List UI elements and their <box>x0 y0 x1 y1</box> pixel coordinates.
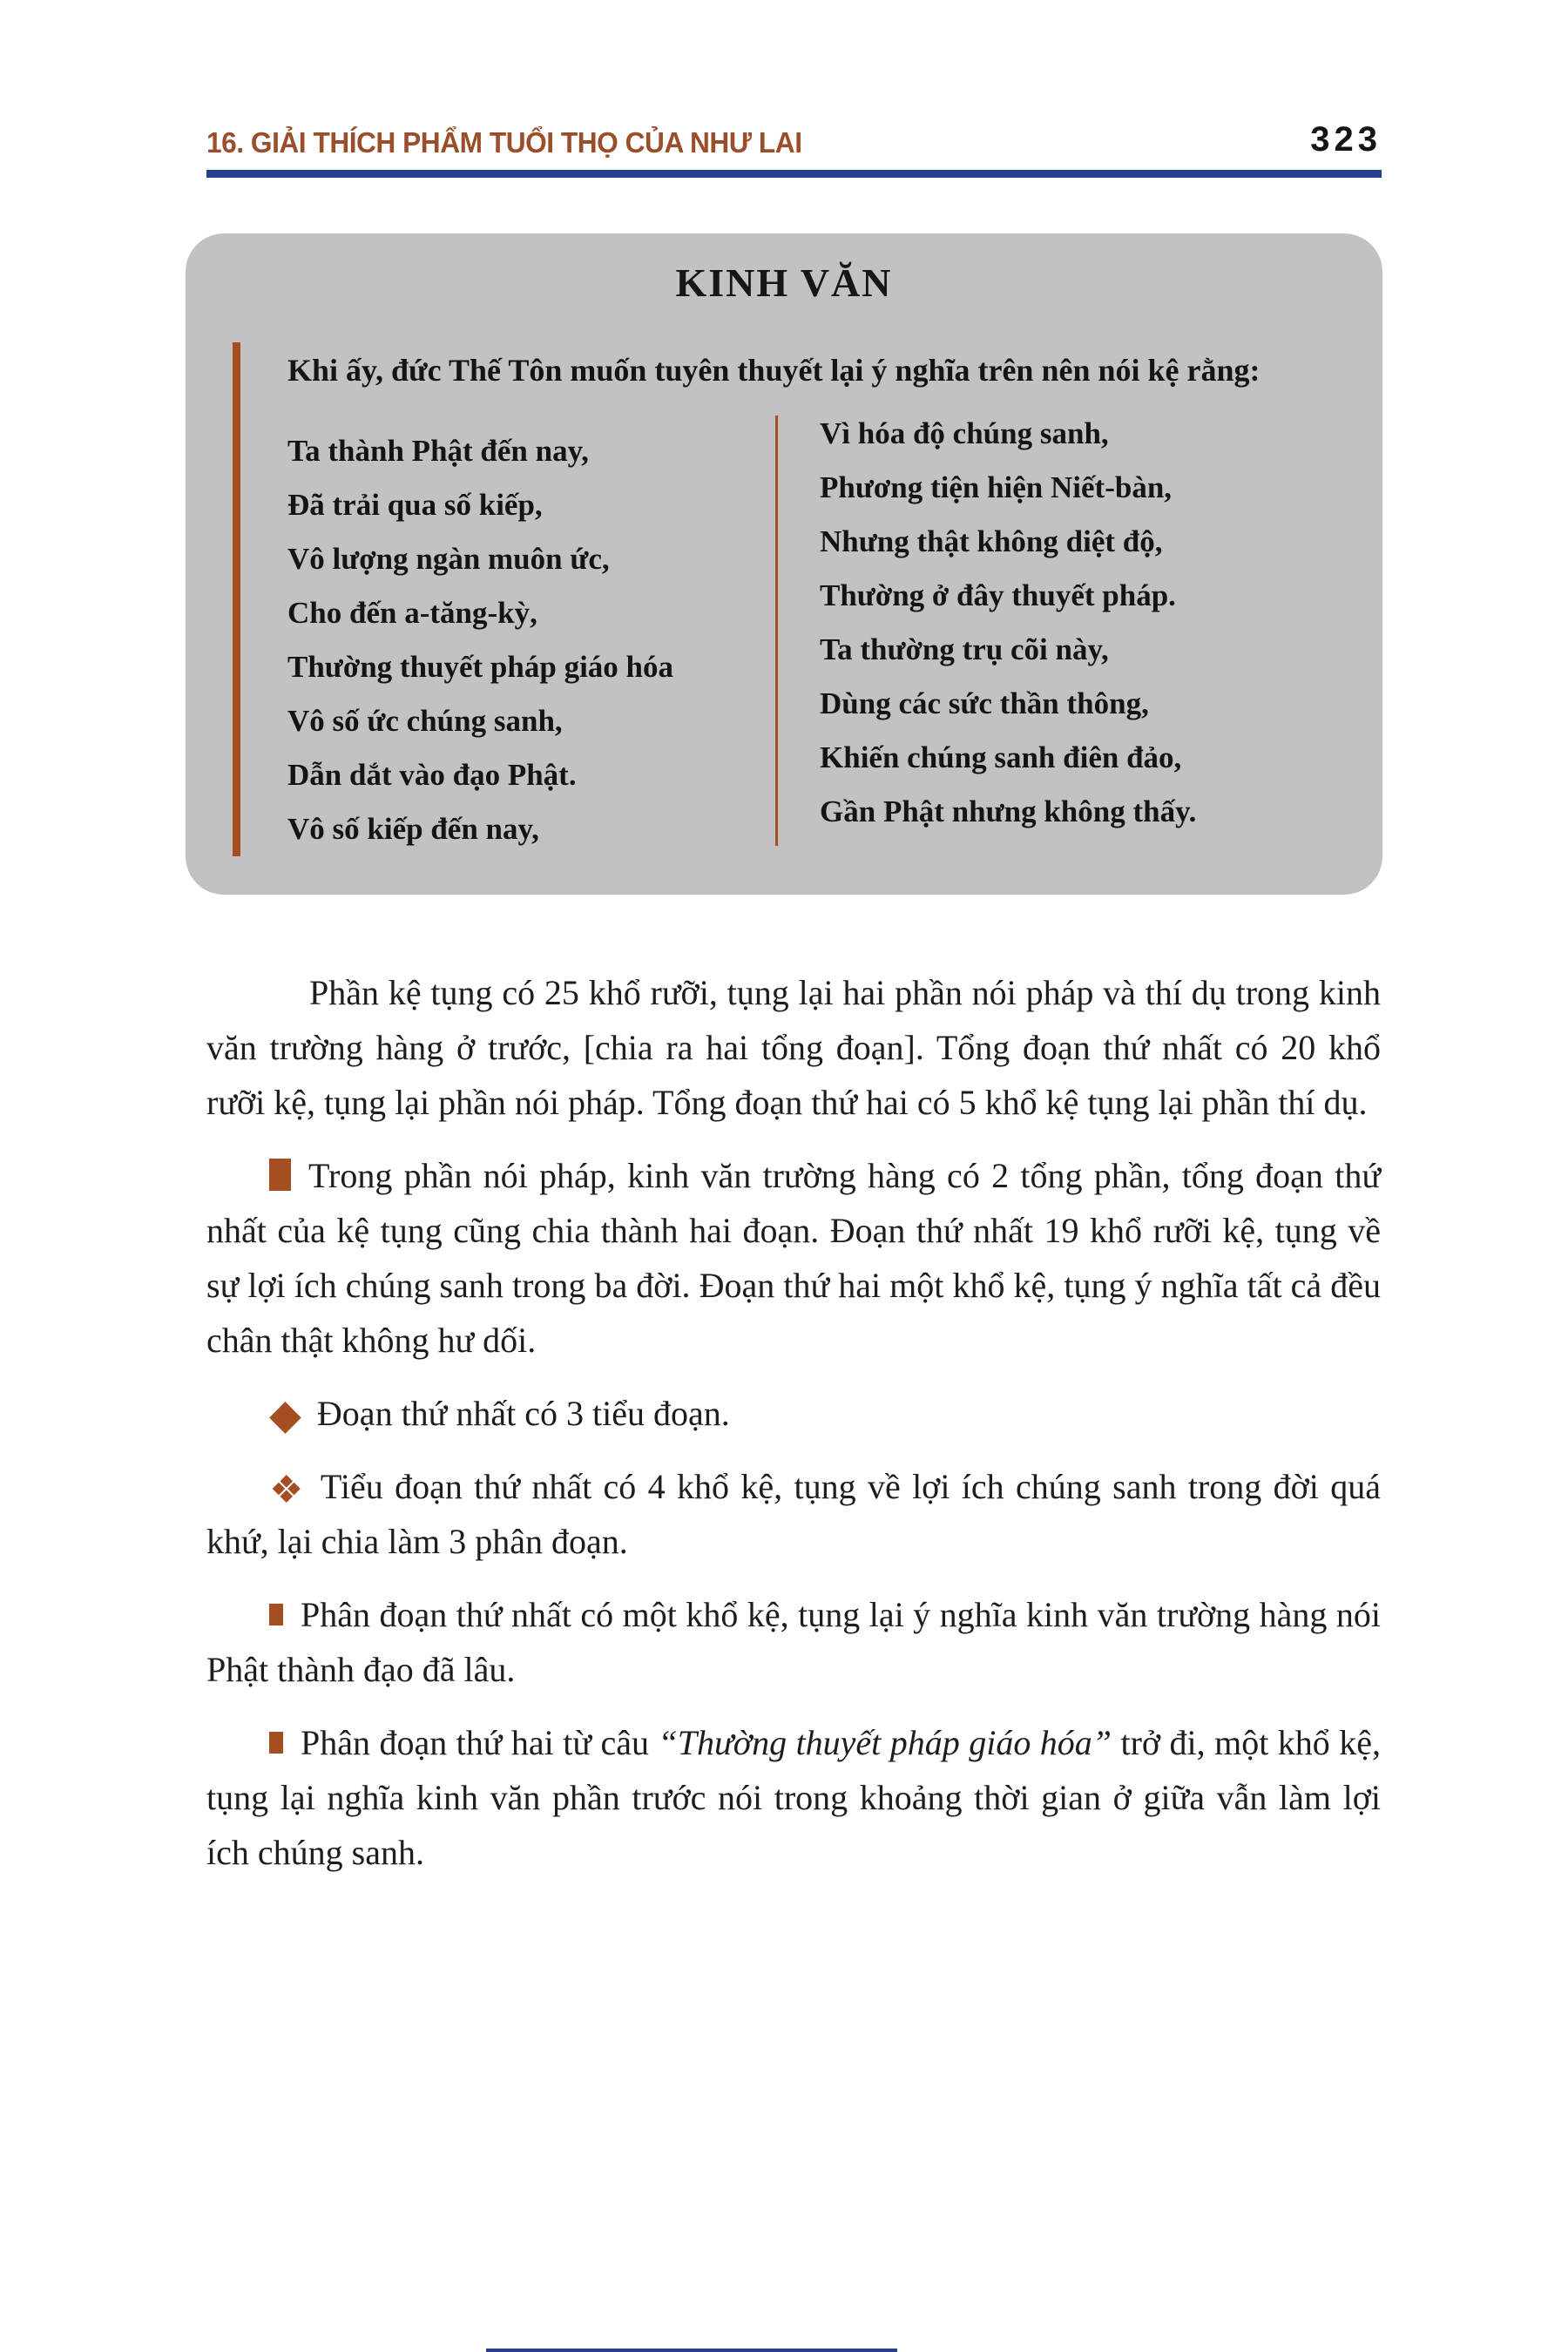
small-square-bullet-icon <box>269 1604 283 1625</box>
paragraph-text: Tiểu đoạn thứ nhất có 4 khổ kệ, tụng về lợi ích chúng sanh trong đời quá khứ, lại chia làm 3 phân đoạn. <box>206 1467 1381 1561</box>
verse-line: Nhưng thật không diệt độ, <box>820 524 1163 558</box>
verse-line: Vô số ức chúng sanh, <box>287 704 563 738</box>
paragraph-text: Phân đoạn thứ hai từ câu <box>301 1723 659 1762</box>
verse-line: Ta thường trụ cõi này, <box>820 632 1109 666</box>
verse-line: Thường thuyết pháp giáo hóa <box>287 650 674 684</box>
paragraph-text: trở đi, một khổ kệ, tụng lại nghĩa kinh văn phần trước nói trong khoảng thời gian ở giữa vẫn làm lợi ích chúng sanh. <box>206 1723 1381 1872</box>
diamond-bullet-icon: ◆ <box>269 1392 301 1438</box>
paragraph-phan-doan-2 <box>206 1715 1381 1880</box>
chapter-title: 16. GIẢI THÍCH PHẨM TUỔI THỌ CỦA NHƯ LAI <box>206 126 802 159</box>
header-rule <box>206 170 1382 178</box>
verse-quote-block <box>233 342 1342 856</box>
header-row <box>206 120 1382 159</box>
verse-line: Cho đến a-tăng-kỳ, <box>287 596 537 630</box>
verse-line: Vô số kiếp đến nay, <box>287 812 539 846</box>
four-diamond-bullet-icon: ❖ <box>269 1469 307 1511</box>
kinh-van-title: KINH VĂN <box>675 260 893 305</box>
paragraph-text: Đoạn thứ nhất có 3 tiểu đoạn. <box>316 1394 730 1433</box>
verse-line: Dùng các sức thần thông, <box>820 686 1149 720</box>
paragraph-doan-1 <box>206 1386 1381 1441</box>
verse-intro: Khi ấy, đức Thế Tôn muốn tuyên thuyết lại ý nghĩa trên nên nói kệ rằng: <box>287 353 1260 388</box>
verse-line: Khiến chúng sanh điên đảo, <box>820 740 1182 774</box>
paragraph-phan-doan-1 <box>206 1587 1381 1697</box>
paragraph-text: Phân đoạn thứ nhất có một khổ kệ, tụng lại ý nghĩa kinh văn trường hàng nói Phật thành đạo đã lâu. <box>206 1595 1381 1689</box>
paragraph-summary <box>206 965 1381 1130</box>
footer-rule <box>486 2349 897 2352</box>
verse-columns <box>287 416 1342 856</box>
verse-line: Gần Phật nhưng không thấy. <box>820 794 1197 828</box>
page-header <box>206 120 1382 178</box>
commentary-text <box>206 965 1381 1898</box>
small-square-bullet-icon <box>269 1732 283 1754</box>
verse-line: Thường ở đây thuyết pháp. <box>820 578 1176 612</box>
verse-line: Đã trải qua số kiếp, <box>287 488 543 522</box>
page-number: 323 <box>1310 120 1382 159</box>
kinh-van-box <box>186 233 1382 895</box>
verse-line: Vì hóa độ chúng sanh, <box>820 416 1109 450</box>
paragraph-tieu-doan-1 <box>206 1459 1381 1569</box>
verse-line: Vô lượng ngàn muôn ức, <box>287 542 610 576</box>
quoted-verse-phrase: “Thường thuyết pháp giáo hóa” <box>658 1723 1112 1762</box>
paragraph-noi-phap <box>206 1148 1381 1368</box>
verse-line: Ta thành Phật đến nay, <box>287 434 589 468</box>
verse-line: Phương tiện hiện Niết-bàn, <box>820 470 1173 504</box>
verse-line: Dẫn dắt vào đạo Phật. <box>287 758 577 792</box>
paragraph-text: Phần kệ tụng có 25 khổ rưỡi, tụng lại hai phần nói pháp và thí dụ trong kinh văn trường hàng ở trước, [chia ra hai tổng đoạn]. Tổng đoạn thứ nhất có 20 khổ rưỡi kệ, tụng lại phần nói pháp. Tổng đoạn thứ hai có 5 khổ kệ tụng lại phần thí dụ. <box>206 973 1381 1122</box>
square-bullet-icon <box>269 1159 291 1191</box>
verse-column-left <box>287 424 775 856</box>
paragraph-text: Trong phần nói pháp, kinh văn trường hàng có 2 tổng phần, tổng đoạn thứ nhất của kệ tụng cũng chia thành hai đoạn. Đoạn thứ nhất 19 khổ rưỡi kệ, tụng về sự lợi ích chúng sanh trong ba đời. Đoạn thứ hai một khổ kệ, tụng ý nghĩa tất cả đều chân thật không hư dối. <box>206 1156 1381 1360</box>
verse-column-right <box>778 407 1342 839</box>
